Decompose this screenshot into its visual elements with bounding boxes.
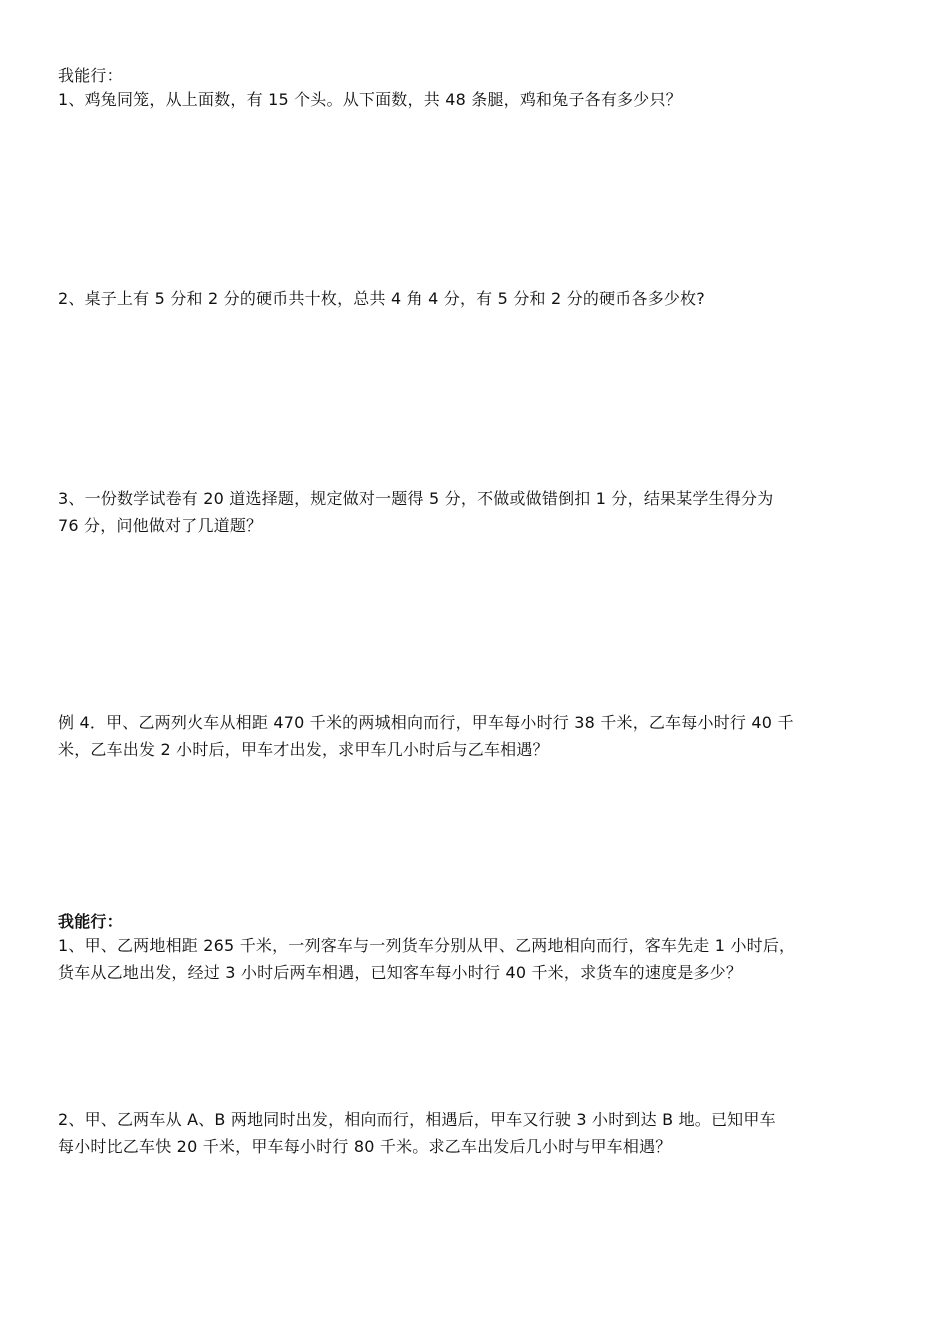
example-4-line-1: 例 4．甲、乙两列火车从相距 470 千米的两城相向而行，甲车每小时行 38 千米，乙车每小时行 40 千 — [58, 713, 794, 732]
section1-heading: 我能行： — [58, 66, 123, 85]
problem-3-line-2: 76 分，问他做对了几道题？ — [58, 516, 263, 535]
problem-2-line-1: 2、桌子上有 5 分和 2 分的硬币共十枚，总共 4 角 4 分，有 5 分和 2 分的硬币各多少枚? — [58, 289, 705, 308]
problem-2-2-line-2: 每小时比乙车快 20 千米，甲车每小时行 80 千米。求乙车出发后几小时与甲车相遇？ — [58, 1137, 672, 1156]
example-4-line-2: 米，乙车出发 2 小时后，甲车才出发，求甲车几小时后与乙车相遇？ — [58, 740, 549, 759]
problem-3-line-1: 3、一份数学试卷有 20 道选择题，规定做对一题得 5 分，不做或做错倒扣 1 分，结果某学生得分为 — [58, 489, 774, 508]
problem-2-2-line-1: 2、甲、乙两车从 A、B 两地同时出发，相向而行，相遇后，甲车又行驶 3 小时到达 B 地。已知甲车 — [58, 1110, 776, 1129]
problem-1-line-1: 1、鸡兔同笼，从上面数，有 15 个头。从下面数，共 48 条腿，鸡和兔子各有多少只？ — [58, 90, 682, 109]
section2-heading: 我能行： — [58, 912, 123, 931]
problem-2-1-line-2: 货车从乙地出发，经过 3 小时后两车相遇，已知客车每小时行 40 千米，求货车的速度是多少？ — [58, 963, 743, 982]
problem-2-1-line-1: 1、甲、乙两地相距 265 千米，一列客车与一列货车分别从甲、乙两地相向而行，客车先走 1 小时后， — [58, 936, 796, 955]
